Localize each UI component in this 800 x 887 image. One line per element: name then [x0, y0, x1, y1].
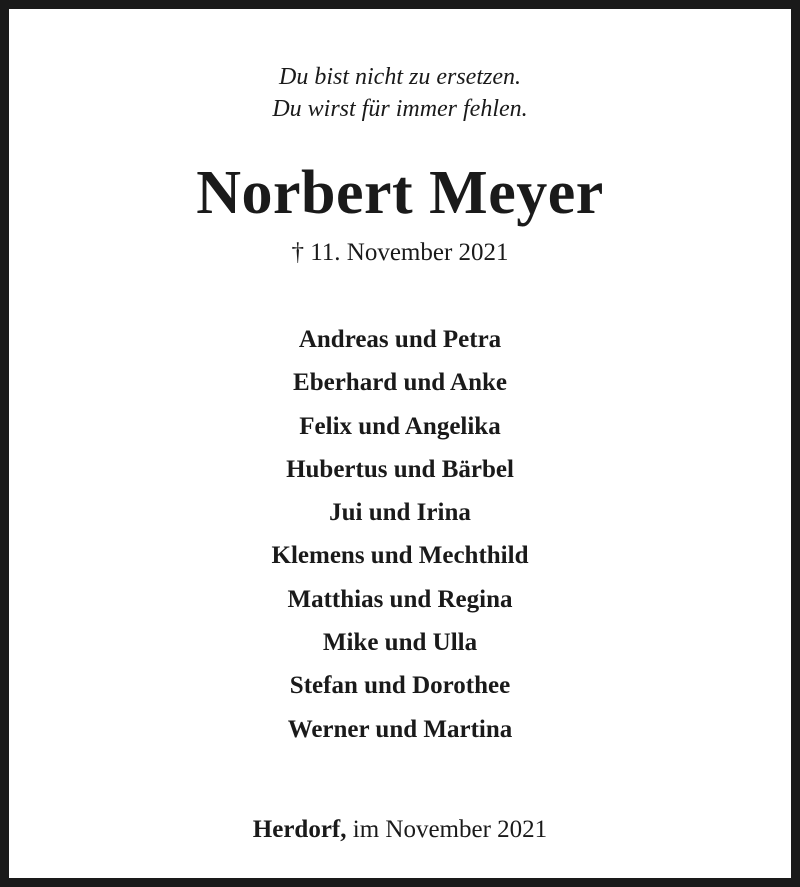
mourner-item: Klemens und Mechthild — [271, 542, 529, 570]
mourner-item: Werner und Martina — [287, 715, 513, 743]
death-date: 11. November 2021 — [310, 239, 509, 266]
mourner-item: Felix und Angelika — [299, 412, 501, 440]
mourner-item: Jui und Irina — [329, 499, 471, 527]
cross-symbol: † — [291, 239, 304, 266]
mourner-item: Stefan und Dorothee — [289, 672, 511, 700]
memorial-quote — [9, 61, 791, 125]
closing-line — [9, 814, 791, 846]
deceased-name: Norbert Meyer — [196, 159, 604, 227]
quote-line-1: Du bist nicht zu ersetzen. — [279, 64, 521, 90]
closing-date: im November 2021 — [352, 816, 548, 843]
quote-line-2: Du wirst für immer fehlen. — [272, 96, 528, 122]
death-date-line — [9, 237, 791, 269]
mourner-item: Mike und Ulla — [322, 629, 478, 657]
mourner-item: Matthias und Regina — [287, 585, 513, 613]
mourner-item: Hubertus und Bärbel — [286, 455, 514, 483]
mourner-item: Eberhard und Anke — [293, 369, 507, 397]
closing-place: Herdorf, — [252, 816, 347, 843]
mourners-list — [9, 318, 791, 751]
mourner-item: Andreas und Petra — [298, 326, 502, 353]
